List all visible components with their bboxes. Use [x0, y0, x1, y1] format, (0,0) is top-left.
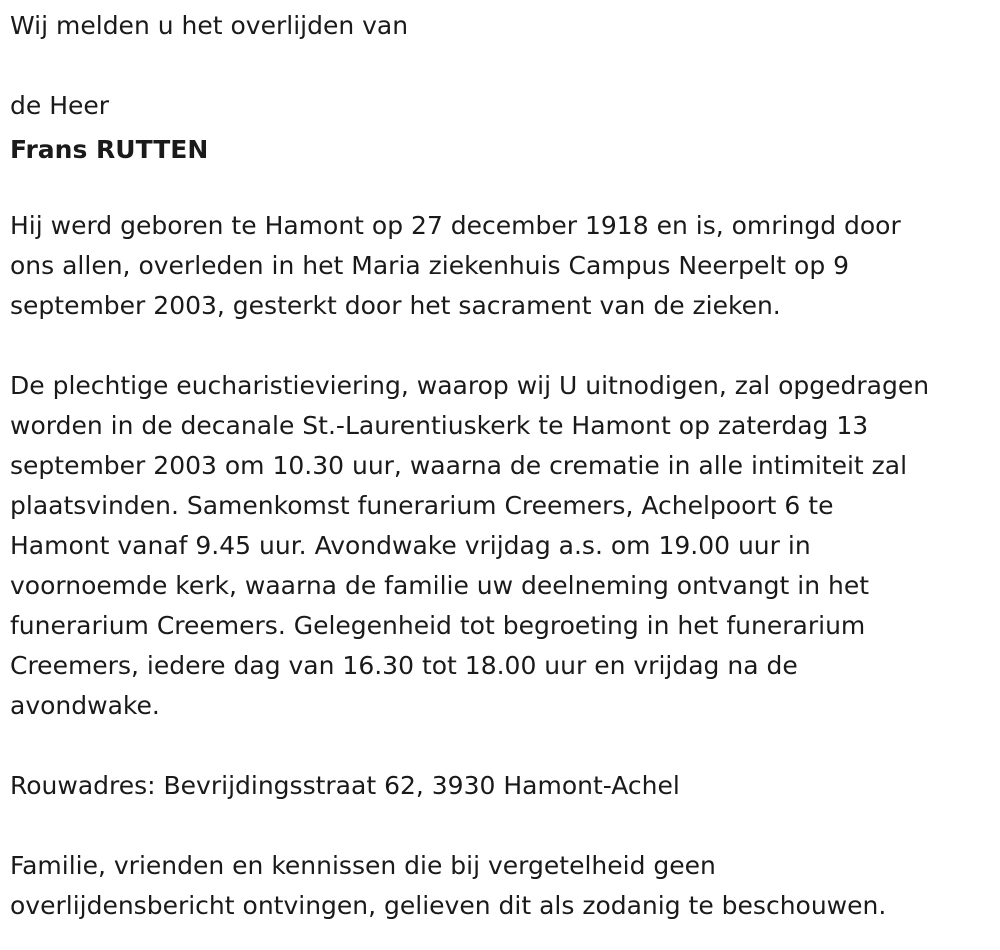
paragraph-line: worden in de decanale St.-Laurentiuskerk te Hamont op zaterdag 13 [10, 411, 869, 440]
mourning-address: Rouwadres: Bevrijdingsstraat 62, 3930 Hamont-Achel [10, 771, 680, 800]
paragraph-line: plaatsvinden. Samenkomst funerarium Creemers, Achelpoort 6 te [10, 491, 834, 520]
spacer [10, 326, 995, 366]
closing-paragraph [10, 846, 995, 926]
spacer [10, 173, 995, 206]
paragraph-line: funerarium Creemers. Gelegenheid tot begroeting in het funerarium [10, 611, 866, 640]
ceremony-paragraph [10, 366, 995, 726]
paragraph-line: avondwake. [10, 691, 160, 720]
paragraph-line: Hamont vanaf 9.45 uur. Avondwake vrijdag a.s. om 19.00 uur in [10, 531, 811, 560]
paragraph-line: voornoemde kerk, waarna de familie uw deelneming ontvangt in het [10, 571, 870, 600]
birth-paragraph [10, 206, 995, 326]
spacer [10, 726, 995, 766]
paragraph-line: Creemers, iedere dag van 16.30 tot 18.00 uur en vrijdag na de [10, 651, 798, 680]
paragraph-line: Hij werd geboren te Hamont op 27 december 1918 en is, omringd door [10, 211, 901, 240]
spacer [10, 46, 995, 86]
paragraph-line: september 2003 om 10.30 uur, waarna de crematie in alle intimiteit zal [10, 451, 908, 480]
deceased-name: Frans RUTTEN [10, 135, 209, 164]
intro-text: Wij melden u het overlijden van [10, 11, 409, 40]
title-prefix: de Heer [10, 91, 110, 120]
paragraph-line: overlijdensbericht ontvingen, gelieven dit als zodanig te beschouwen. [10, 891, 887, 920]
paragraph-line: Familie, vrienden en kennissen die bij vergetelheid geen [10, 851, 716, 880]
paragraph-line: september 2003, gesterkt door het sacrament van de zieken. [10, 291, 781, 320]
obituary-notice [10, 6, 995, 926]
spacer [10, 806, 995, 846]
paragraph-line: ons allen, overleden in het Maria ziekenhuis Campus Neerpelt op 9 [10, 251, 850, 280]
paragraph-line: De plechtige eucharistieviering, waarop wij U uitnodigen, zal opgedragen [10, 371, 930, 400]
